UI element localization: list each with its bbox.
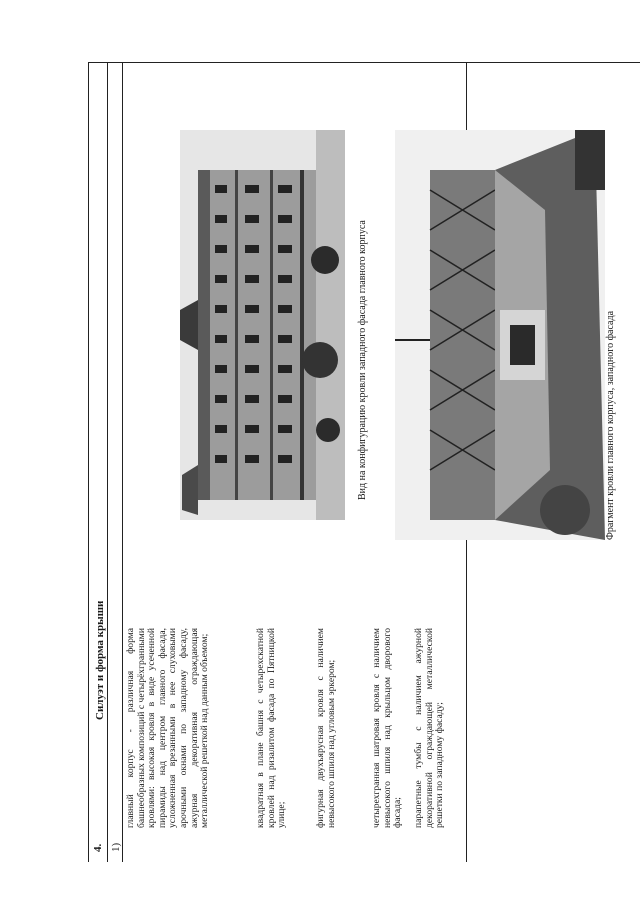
description-paragraph-4: четырехгранная шатровая кровля с наличием невысокого шпиля над крыльцом дворового фасада; — [371, 628, 404, 828]
building-facade-photo — [180, 130, 345, 520]
table-left-border — [88, 62, 89, 862]
description-paragraph-5: парапетные тумбы с наличием ажурной декоративной ограждающей металлической решетки по западному фасаду; — [413, 628, 446, 828]
row-number: 1) — [110, 842, 122, 852]
section-title: Силуэт и форма крыши — [94, 600, 106, 720]
table-top-border — [88, 62, 640, 63]
description-paragraph-1: главный корпус - различная форма башнеобразных композиций с четырёхгранными кровлями: высокая кровля в виде усеченной пирамиды над центром главного фасада, усложненная врезанными в нее слуховыми арочными окнами по западному фасаду, ажурная декоративная ограждающая металлической решеткой над данным объемом; — [125, 628, 211, 828]
header-column-divider — [122, 62, 123, 862]
building-facade-caption: Вид на конфигурацию кровли западного фасада главного корпуса — [357, 220, 368, 500]
roof-fragment-caption: Фрагмент кровли главного корпуса, западного фасада — [605, 310, 616, 540]
section-number: 4. — [92, 843, 104, 852]
description-paragraph-3: фигурная двухъярусная кровля с наличием невысокого шпиля над угловым эркером; — [315, 628, 337, 828]
roof-fragment-photo — [395, 130, 605, 540]
description-paragraph-2: квадратная в плане башня с четырехскатной кровлей над ризалитом фасада по Пятницкой улице; — [255, 628, 288, 828]
number-column-divider — [107, 62, 108, 862]
